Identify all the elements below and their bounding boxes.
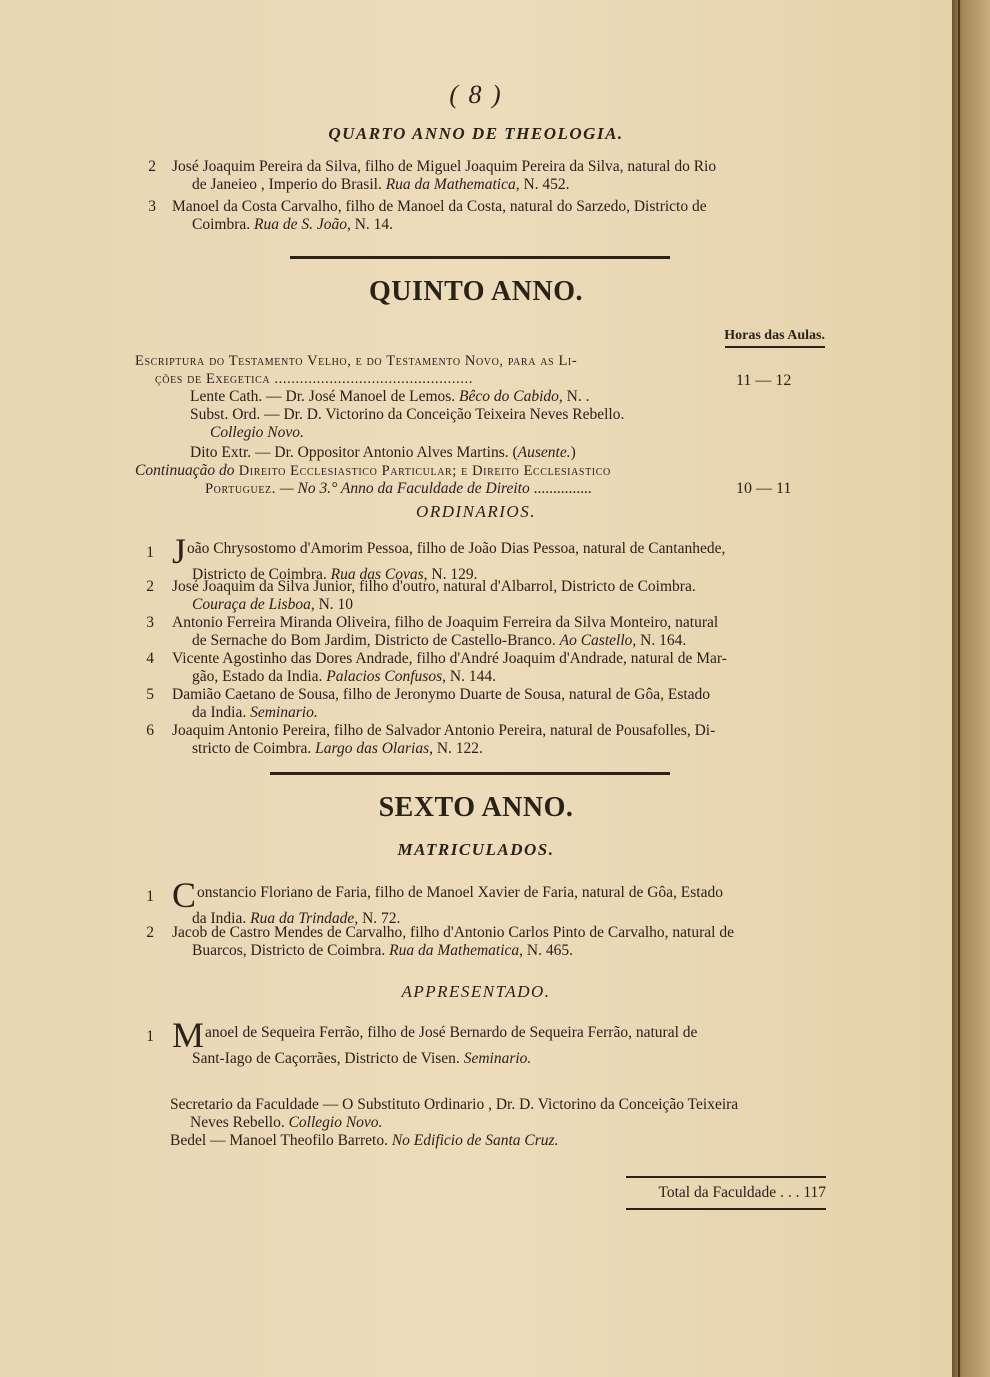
sexto-heading: SEXTO ANNO. bbox=[378, 792, 574, 823]
matriculados-heading: MATRICULADOS. bbox=[397, 840, 555, 859]
appresentado-heading: APPRESENTADO. bbox=[401, 982, 551, 1001]
hours-rule bbox=[725, 346, 825, 348]
ordinarios-heading: ORDINARIOS. bbox=[416, 502, 536, 521]
quinto-heading: QUINTO ANNO. bbox=[369, 276, 583, 307]
spine-edge bbox=[958, 0, 960, 1377]
hours-label: Horas das Aulas. bbox=[724, 328, 825, 343]
total-rule-top bbox=[626, 1176, 826, 1178]
lente-time: 11 — 12 bbox=[736, 372, 792, 389]
quarto-heading: QUARTO ANNO DE THEOLOGIA. bbox=[328, 124, 624, 143]
continuacao-block: Continuação do Direito Ecclesiastico Particular; e Direito Ecclesiastico Portuguez. — No 3.° Anno da Faculdade de Direito ............... bbox=[135, 462, 611, 497]
ornament-rule-1 bbox=[290, 256, 670, 259]
secretario-line: Secretario da Faculdade — O Substituto Ordinario , Dr. D. Victorino da Conceição Teixeira Neves Rebello. Collegio Novo. Bedel — Manoel Theofilo Barreto. No Edificio de Santa Cruz. bbox=[170, 1096, 739, 1149]
lente-line: Lente Cath. — Dr. José Manoel de Lemos. Bêco do Cabido, N. . bbox=[190, 388, 590, 405]
total-line: Total da Faculdade . . . 117 bbox=[658, 1184, 826, 1201]
port-time: 10 — 11 bbox=[736, 480, 792, 497]
total-rule-bottom bbox=[626, 1208, 826, 1210]
page-number: ( 8 ) bbox=[449, 80, 503, 109]
dito-line: Dito Extr. — Dr. Oppositor Antonio Alves Martins. (Ausente.) bbox=[190, 444, 576, 461]
ornament-rule-2 bbox=[270, 772, 670, 775]
escriptura-block: Escriptura do Testamento Velho, e do Testamento Novo, para as Li- ções de Exegetica ............................................... bbox=[135, 353, 578, 387]
subst-line: Subst. Ord. — Dr. D. Victorino da Conceição Teixeira Neves Rebello. Collegio Novo. bbox=[190, 406, 625, 441]
